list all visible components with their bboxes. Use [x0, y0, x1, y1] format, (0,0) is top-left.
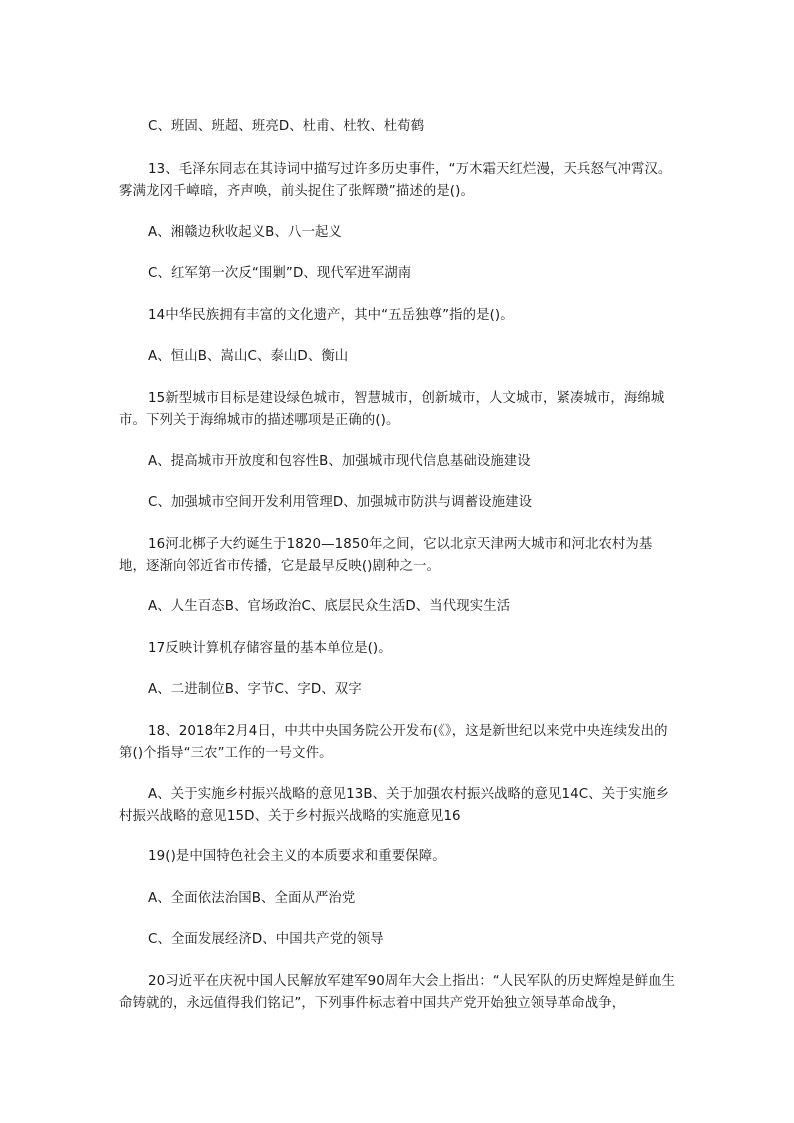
question-20: 20习近平在庆祝中国人民解放军建军90周年大会上指出：“人民军队的历史辉煌是鲜血生命铸就的，永远值得我们铭记”，下列事件标志着中国共产党开始独立领导革命战争，	[119, 974, 676, 1011]
question-19-options-c-d: C、全面发展经济D、中国共产党的领导	[148, 932, 384, 947]
question-16-options: A、人生百态B、官场政治C、底层民众生活D、当代现实生活	[148, 599, 511, 614]
option-line-c-d: C、班固、班超、班亮D、杜甫、杜牧、杜荀鹤	[148, 119, 425, 134]
question-15-options-c-d: C、加强城市空间开发利用管理D、加强城市防洪与调蓄设施建设	[148, 495, 533, 510]
question-16: 16河北梆子大约诞生于1820—1850年之间，它以北京天津两大城市和河北农村为基地，逐渐向邻近省市传播，它是最早反映()剧种之一。	[119, 537, 653, 574]
question-19: 19()是中国特色社会主义的本质要求和重要保障。	[148, 849, 446, 864]
question-17-options: A、二进制位B、字节C、字D、双字	[148, 682, 362, 697]
question-15-options-a-b: A、提高城市开放度和包容性B、加强城市现代信息基础设施建设	[148, 454, 531, 469]
question-14-options: A、恒山B、嵩山C、泰山D、衡山	[148, 349, 349, 364]
question-13: 13、毛泽东同志在其诗词中描写过许多历史事件，“万木霜天红烂漫，天兵怒气冲霄汉。雾满龙冈千嶂暗，齐声唤，前头捉住了张辉瓒”描述的是()。	[119, 162, 672, 199]
question-14: 14中华民族拥有丰富的文化遗产，其中“五岳独尊”指的是()。	[148, 308, 514, 323]
question-17: 17反映计算机存储容量的基本单位是()。	[148, 641, 392, 656]
question-18: 18、2018年2月4日，中共中央国务院公开发布(《》，这是新世纪以来党中央连续发出的第()个指导“三农”工作的一号文件。	[119, 724, 668, 761]
question-13-options-c-d: C、红军第一次反“围剿”D、现代军进军湖南	[148, 266, 412, 281]
question-13-options-a-b: A、湘赣边秋收起义B、八一起义	[148, 225, 342, 240]
question-15: 15新型城市目标是建设绿色城市，智慧城市，创新城市，人文城市，紧凑城市，海绵城市。下列关于海绵城市的描述哪项是正确的()。	[119, 391, 665, 428]
question-19-options-a-b: A、全面依法治国B、全面从严治党	[148, 891, 356, 906]
question-18-options: A、关于实施乡村振兴战略的意见13B、关于加强农村振兴战略的意见14C、关于实施乡村振兴战略的意见15D、关于乡村振兴战略的实施意见16	[119, 787, 670, 824]
